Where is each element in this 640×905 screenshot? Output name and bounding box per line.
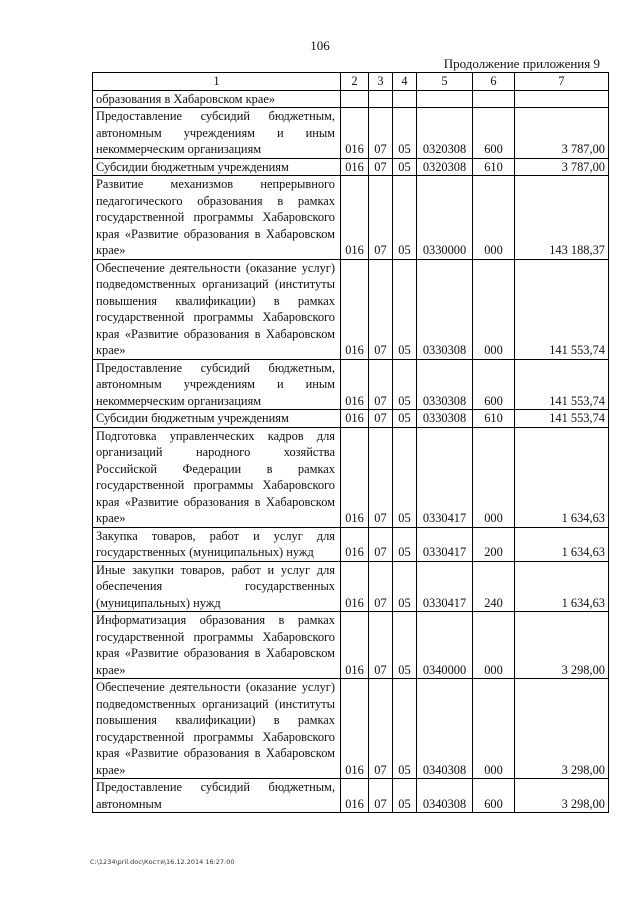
expense-type-code: 000 — [473, 259, 515, 359]
item-name: Предоставление субсидий бюджетным, автономным учреждениям и иным некоммерческим организациям — [93, 359, 341, 410]
section-code: 07 — [369, 527, 393, 561]
section-code: 07 — [369, 410, 393, 428]
header-row — [93, 73, 609, 91]
target-article-code: 0320308 — [417, 108, 473, 159]
expense-type-code: 610 — [473, 410, 515, 428]
subsection-code: 05 — [393, 527, 417, 561]
column-header: 2 — [341, 73, 369, 91]
ministry-code: 016 — [341, 158, 369, 176]
expense-type-code: 600 — [473, 359, 515, 410]
table-row — [93, 561, 609, 612]
amount: 3 787,00 — [515, 108, 609, 159]
table-row — [93, 612, 609, 679]
table-row — [93, 679, 609, 779]
section-code: 07 — [369, 561, 393, 612]
table-row — [93, 176, 609, 260]
page-number: 106 — [310, 38, 330, 53]
amount: 3 298,00 — [515, 679, 609, 779]
item-name: Предоставление субсидий бюджетным, автономным — [93, 779, 341, 813]
expense-type-code — [473, 90, 515, 108]
table-row — [93, 779, 609, 813]
ministry-code: 016 — [341, 410, 369, 428]
column-header: 1 — [93, 73, 341, 91]
item-name: Предоставление субсидий бюджетным, автономным учреждениям и иным некоммерческим организациям — [93, 108, 341, 159]
amount: 141 553,74 — [515, 259, 609, 359]
table-row — [93, 259, 609, 359]
subsection-code: 05 — [393, 612, 417, 679]
ministry-code: 016 — [341, 427, 369, 527]
amount: 3 787,00 — [515, 158, 609, 176]
target-article-code: 0340308 — [417, 779, 473, 813]
table-header — [93, 73, 609, 91]
table-body — [93, 90, 609, 813]
ministry-code: 016 — [341, 679, 369, 779]
section-code: 07 — [369, 679, 393, 779]
continuation-title: Продолжение приложения 9 — [443, 56, 600, 71]
item-name: Закупка товаров, работ и услуг для государственных (муниципальных) нужд — [93, 527, 341, 561]
target-article-code: 0320308 — [417, 158, 473, 176]
expense-type-code: 600 — [473, 779, 515, 813]
amount: 143 188,37 — [515, 176, 609, 260]
subsection-code: 05 — [393, 561, 417, 612]
amount: 1 634,63 — [515, 427, 609, 527]
file-path-footer: C:\1234\pril.doc\Костя\16.12.2014 16:27:00 — [90, 858, 235, 866]
subsection-code: 05 — [393, 779, 417, 813]
amount: 1 634,63 — [515, 561, 609, 612]
subsection-code: 05 — [393, 259, 417, 359]
table-row — [93, 108, 609, 159]
expense-type-code: 600 — [473, 108, 515, 159]
subsection-code: 05 — [393, 679, 417, 779]
item-name: Обеспечение деятельности (оказание услуг) подведомственных организаций (институты повышения квалификации) в рамках государственной программы Хабаровского края «Развитие образования в Хабаровском крае» — [93, 259, 341, 359]
table-row — [93, 359, 609, 410]
budget-table — [92, 72, 609, 813]
table-row — [93, 90, 609, 108]
expense-type-code: 240 — [473, 561, 515, 612]
expense-type-code: 000 — [473, 176, 515, 260]
section-code: 07 — [369, 612, 393, 679]
ministry-code: 016 — [341, 779, 369, 813]
expense-type-code: 000 — [473, 427, 515, 527]
subsection-code: 05 — [393, 176, 417, 260]
column-header: 4 — [393, 73, 417, 91]
table-row — [93, 427, 609, 527]
amount: 1 634,63 — [515, 527, 609, 561]
expense-type-code: 000 — [473, 679, 515, 779]
target-article-code: 0340308 — [417, 679, 473, 779]
table-row — [93, 527, 609, 561]
item-name: Информатизация образования в рамках государственной программы Хабаровского края «Развитие образования в Хабаровском крае» — [93, 612, 341, 679]
expense-type-code: 200 — [473, 527, 515, 561]
ministry-code: 016 — [341, 359, 369, 410]
section-code: 07 — [369, 259, 393, 359]
table-row — [93, 410, 609, 428]
target-article-code: 0330417 — [417, 561, 473, 612]
target-article-code: 0330417 — [417, 427, 473, 527]
ministry-code — [341, 90, 369, 108]
column-header: 6 — [473, 73, 515, 91]
section-code: 07 — [369, 359, 393, 410]
ministry-code: 016 — [341, 259, 369, 359]
subsection-code: 05 — [393, 410, 417, 428]
target-article-code: 0330308 — [417, 259, 473, 359]
section-code — [369, 90, 393, 108]
ministry-code: 016 — [341, 176, 369, 260]
table-row — [93, 158, 609, 176]
amount: 3 298,00 — [515, 779, 609, 813]
ministry-code: 016 — [341, 108, 369, 159]
ministry-code: 016 — [341, 561, 369, 612]
section-code: 07 — [369, 427, 393, 527]
subsection-code: 05 — [393, 108, 417, 159]
target-article-code: 0330308 — [417, 410, 473, 428]
item-name: Развитие механизмов непрерывного педагогического образования в рамках государственной программы Хабаровского края «Развитие образования в Хабаровском крае» — [93, 176, 341, 260]
section-code: 07 — [369, 176, 393, 260]
item-name: образования в Хабаровском крае» — [93, 90, 341, 108]
ministry-code: 016 — [341, 527, 369, 561]
target-article-code — [417, 90, 473, 108]
section-code: 07 — [369, 108, 393, 159]
item-name: Обеспечение деятельности (оказание услуг) подведомственных организаций (институты повышения квалификации) в рамках государственной программы Хабаровского края «Развитие образования в Хабаровском крае» — [93, 679, 341, 779]
expense-type-code: 610 — [473, 158, 515, 176]
subsection-code: 05 — [393, 158, 417, 176]
subsection-code: 05 — [393, 427, 417, 527]
column-header: 7 — [515, 73, 609, 91]
amount: 141 553,74 — [515, 410, 609, 428]
item-name: Субсидии бюджетным учреждениям — [93, 158, 341, 176]
subsection-code — [393, 90, 417, 108]
target-article-code: 0340000 — [417, 612, 473, 679]
ministry-code: 016 — [341, 612, 369, 679]
section-code: 07 — [369, 158, 393, 176]
column-header: 5 — [417, 73, 473, 91]
amount: 141 553,74 — [515, 359, 609, 410]
item-name: Субсидии бюджетным учреждениям — [93, 410, 341, 428]
target-article-code: 0330308 — [417, 359, 473, 410]
section-code: 07 — [369, 779, 393, 813]
amount — [515, 90, 609, 108]
item-name: Иные закупки товаров, работ и услуг для обеспечения государственных (муниципальных) нужд — [93, 561, 341, 612]
column-header: 3 — [369, 73, 393, 91]
item-name: Подготовка управленческих кадров для организаций народного хозяйства Российской Федерации в рамках государственной программы Хабаровского края «Развитие образования в Хабаровском крае» — [93, 427, 341, 527]
expense-type-code: 000 — [473, 612, 515, 679]
subsection-code: 05 — [393, 359, 417, 410]
amount: 3 298,00 — [515, 612, 609, 679]
target-article-code: 0330417 — [417, 527, 473, 561]
target-article-code: 0330000 — [417, 176, 473, 260]
